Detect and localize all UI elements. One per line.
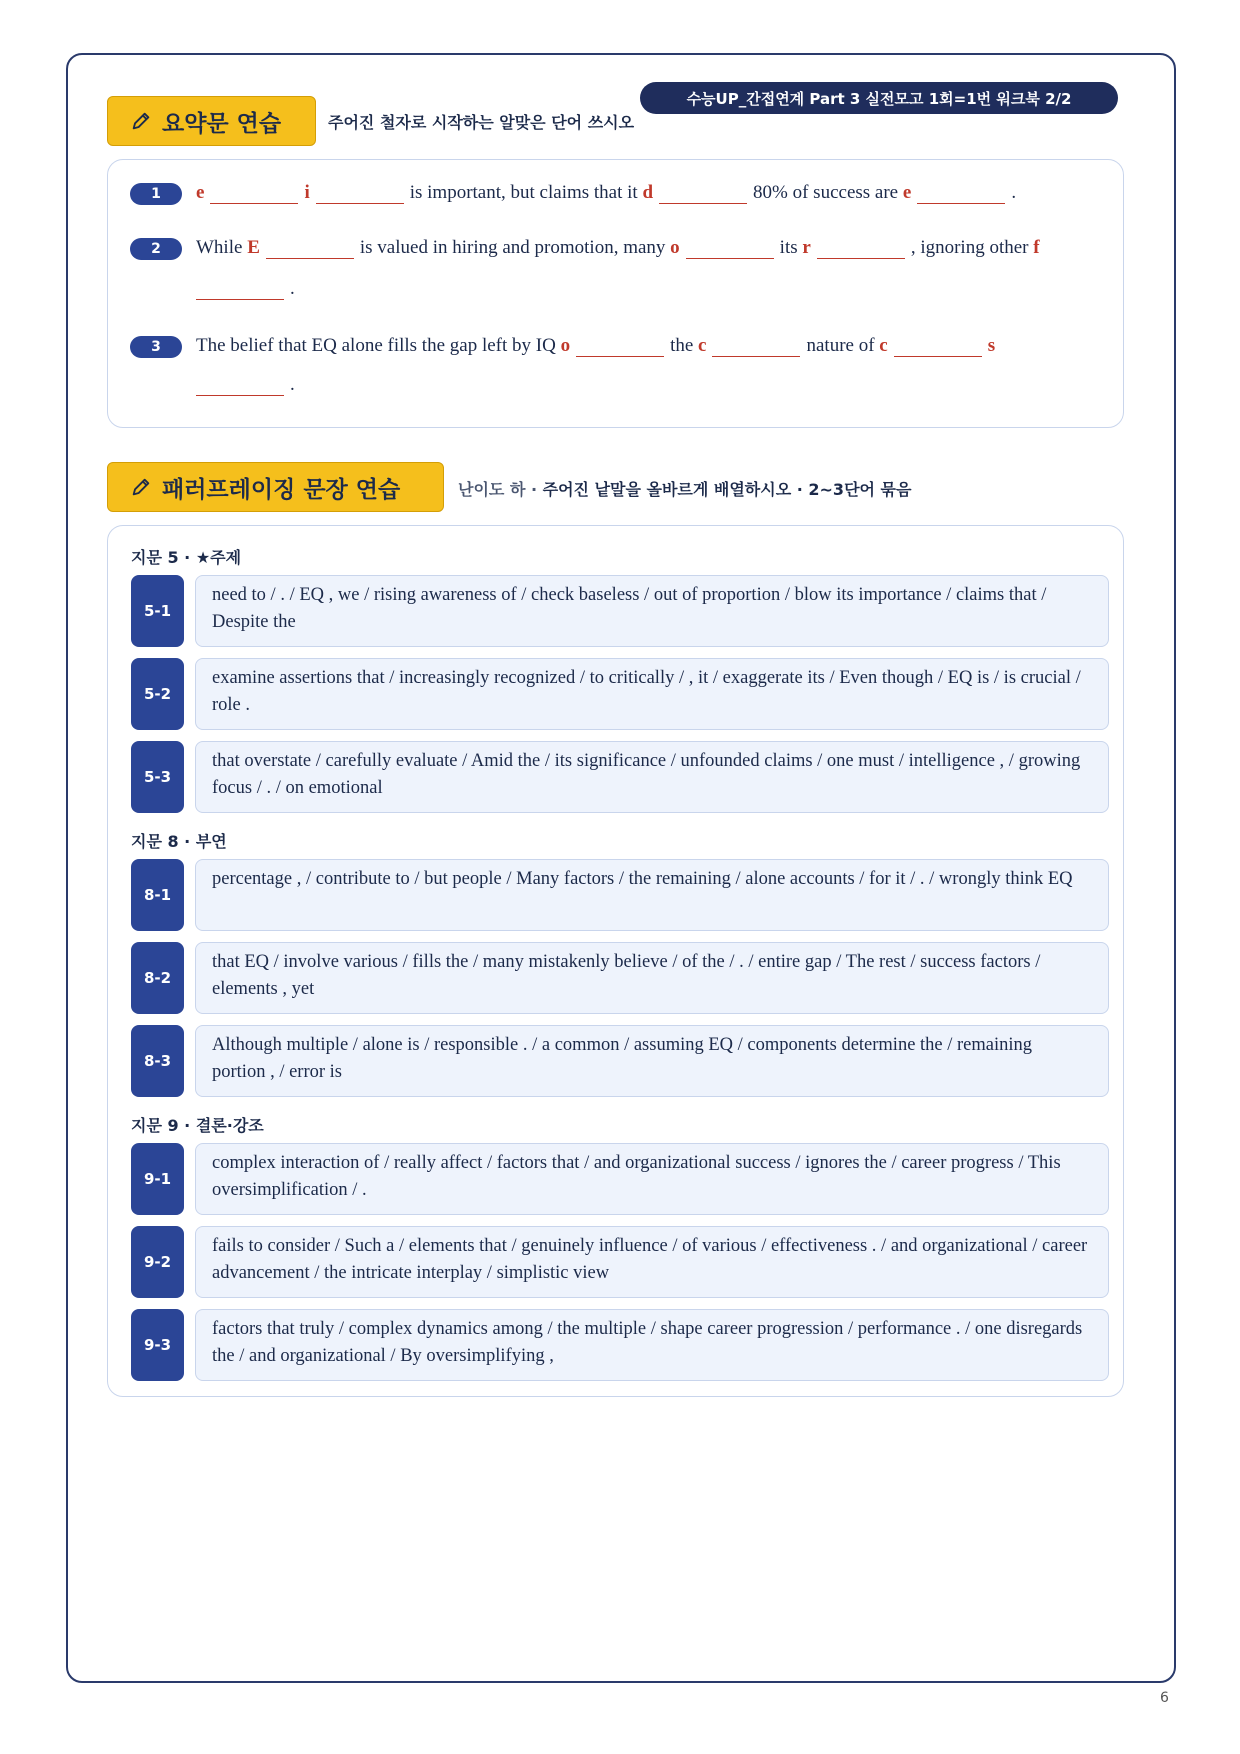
answer-blank[interactable] xyxy=(659,182,747,204)
item-number: 9-3 xyxy=(131,1309,184,1381)
initial-letter: i xyxy=(304,182,310,203)
item-number: 5-3 xyxy=(131,741,184,813)
summary-sentence-continued xyxy=(196,278,295,300)
summary-sentence xyxy=(196,237,1040,259)
paraphrase-section-title xyxy=(107,462,444,512)
sentence-text: the xyxy=(670,335,694,356)
initial-letter: E xyxy=(247,237,260,258)
initial-letter: c xyxy=(879,335,888,356)
answer-blank[interactable] xyxy=(894,335,982,357)
initial-letter: e xyxy=(196,182,205,203)
sentence-text: nature of xyxy=(806,335,875,356)
list-item xyxy=(131,741,1109,813)
answer-blank[interactable] xyxy=(210,182,298,204)
word-chunks: that EQ / involve various / fills the / many mistakenly believe / of the / . / entire gap / The rest / success factors / elements , yet xyxy=(195,942,1109,1014)
sentence-text: . xyxy=(290,278,295,299)
summary-sentence xyxy=(196,182,1016,204)
answer-blank[interactable] xyxy=(576,335,664,357)
item-number: 8-2 xyxy=(131,942,184,1014)
summary-sentence xyxy=(196,335,995,357)
item-number: 8-3 xyxy=(131,1025,184,1097)
word-chunks: examine assertions that / increasingly recognized / to critically / , it / exaggerate its / Even though / EQ is / is crucial / role . xyxy=(195,658,1109,730)
paraphrase-instructions xyxy=(458,477,911,500)
list-item xyxy=(131,658,1109,730)
list-item xyxy=(131,1226,1109,1298)
difficulty-label: 난이도 하 · xyxy=(458,480,538,499)
sentence-text: The belief that EQ alone fills the gap left by IQ xyxy=(196,335,556,356)
answer-blank[interactable] xyxy=(917,182,1005,204)
initial-letter: o xyxy=(560,335,571,356)
answer-blank[interactable] xyxy=(266,237,354,259)
initial-letter: s xyxy=(987,335,996,356)
answer-blank[interactable] xyxy=(196,374,284,396)
initial-letter: f xyxy=(1033,237,1040,258)
word-chunks: fails to consider / Such a / elements that / genuinely influence / of various / effectiveness . / and organizational / career advancement / the intricate interplay / simplistic view xyxy=(195,1226,1109,1298)
answer-blank[interactable] xyxy=(196,278,284,300)
word-chunks: that overstate / carefully evaluate / Amid the / its significance / unfounded claims / one must / intelligence , / growing focus / . / on emotional xyxy=(195,741,1109,813)
paraphrase-title-text: 패러프레이징 문장 연습 xyxy=(162,476,401,503)
word-chunks: percentage , / contribute to / but people / Many factors / the remaining / alone accounts / for it / . / wrongly think EQ xyxy=(195,859,1109,931)
sentence-text: is important, but claims that it xyxy=(409,182,638,203)
page-number: 6 xyxy=(1160,1690,1169,1706)
passage-group-title: 지문 8 · 부연 xyxy=(131,832,227,851)
summary-card xyxy=(107,159,1124,428)
answer-blank[interactable] xyxy=(817,237,905,259)
list-item xyxy=(131,1143,1109,1215)
list-item xyxy=(131,575,1109,647)
passage-group-title: 지문 9 · 결론·강조 xyxy=(131,1116,264,1135)
passage-group-title: 지문 5 · ★주제 xyxy=(131,548,242,567)
summary-sentence-continued xyxy=(196,374,295,396)
word-chunks: Although multiple / alone is / responsible . / a common / assuming EQ / components determine the / remaining portion , / error is xyxy=(195,1025,1109,1097)
list-item xyxy=(131,1025,1109,1097)
initial-letter: d xyxy=(642,182,654,203)
initial-letter: c xyxy=(698,335,707,356)
item-number: 5-1 xyxy=(131,575,184,647)
pencil-icon xyxy=(130,476,152,498)
summary-section-title xyxy=(107,96,316,146)
sentence-text: is valued in hiring and promotion, many xyxy=(359,237,666,258)
summary-item-number: 2 xyxy=(130,238,182,260)
pencil-icon xyxy=(130,110,152,132)
list-item xyxy=(131,1309,1109,1381)
list-item xyxy=(131,859,1109,931)
item-number: 5-2 xyxy=(131,658,184,730)
initial-letter: r xyxy=(802,237,811,258)
sentence-text: While xyxy=(196,237,243,258)
word-chunks: factors that truly / complex dynamics among / the multiple / shape career progression / performance . / one disregards the / and organizational / By oversimplifying , xyxy=(195,1309,1109,1381)
initial-letter: e xyxy=(902,182,912,203)
summary-item-number: 1 xyxy=(130,183,182,205)
initial-letter: o xyxy=(670,237,680,258)
answer-blank[interactable] xyxy=(686,237,774,259)
sentence-text: . xyxy=(1011,182,1017,203)
sentence-text: . xyxy=(290,374,295,395)
item-number: 8-1 xyxy=(131,859,184,931)
answer-blank[interactable] xyxy=(316,182,404,204)
word-chunks: complex interaction of / really affect / factors that / and organizational success / ignores the / career progress / This oversimplification / . xyxy=(195,1143,1109,1215)
item-number: 9-2 xyxy=(131,1226,184,1298)
sentence-text: , ignoring other xyxy=(910,237,1029,258)
answer-blank[interactable] xyxy=(712,335,800,357)
word-chunks: need to / . / EQ , we / rising awareness of / check baseless / out of proportion / blow its importance / claims that / Despite the xyxy=(195,575,1109,647)
summary-instructions: 주어진 철자로 시작하는 알맞은 단어 쓰시오 xyxy=(328,113,635,132)
sentence-text: its xyxy=(779,237,798,258)
item-number: 9-1 xyxy=(131,1143,184,1215)
instruction-text: 주어진 낱말을 올바르게 배열하시오 · 2~3단어 묶음 xyxy=(542,480,912,499)
workbook-header: 수능UP_간접연계 Part 3 실전모고 1회=1번 워크북 2/2 xyxy=(640,82,1118,114)
list-item xyxy=(131,942,1109,1014)
summary-item-number: 3 xyxy=(130,336,182,358)
summary-title-text: 요약문 연습 xyxy=(162,110,282,137)
sentence-text: 80% of success are xyxy=(753,182,899,203)
